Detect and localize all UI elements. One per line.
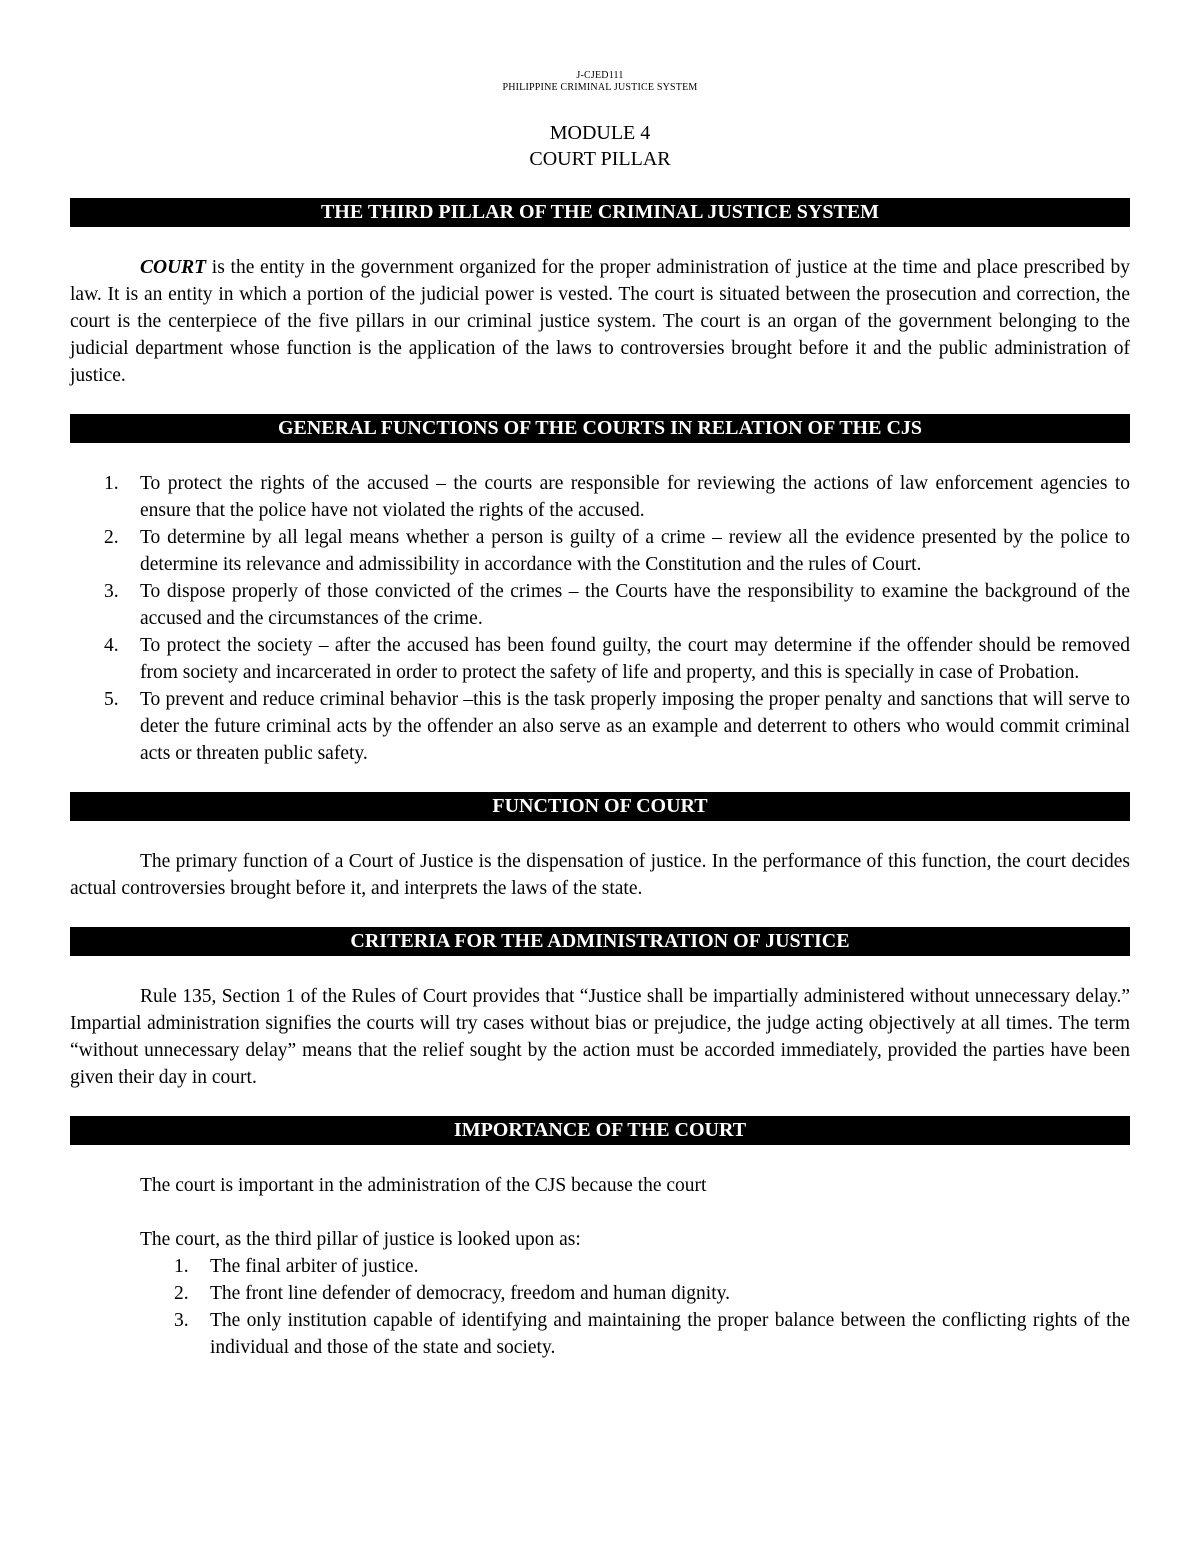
list-item: 3. The only institution capable of identifying and maintaining the proper balance between the conflicting rights of the individual and those of the state and society. xyxy=(174,1310,1130,1358)
importance-list xyxy=(70,1253,1130,1361)
list-item: 3. To dispose properly of those convicted of the crimes – the Courts have the responsibility to examine the background of the accused and the circumstances of the crime. xyxy=(104,581,1130,629)
section-heading-function-of-court: FUNCTION OF COURT xyxy=(70,792,1130,821)
list-item: 5. To prevent and reduce criminal behavior –this is the task properly imposing the proper penalty and sanctions that will serve to deter the future criminal acts by the offender an also serve as an example and deterrent to others who would commit criminal acts or threaten public safety. xyxy=(104,689,1130,764)
court-definition-text: is the entity in the government organized for the proper administration of justice at the time and place prescribed by law. It is an entity in which a portion of the judicial power is vested. The court is situated between the prosecution and correction, the court is the centerpiece of the five pillars in our criminal justice system. The court is an organ of the government belonging to the judicial department whose function is the application of the laws to controversies brought before it and the public administration of justice. xyxy=(70,257,1130,386)
criteria-paragraph: Rule 135, Section 1 of the Rules of Court provides that “Justice shall be impartially administered without unnecessary delay.” Impartial administration signifies the courts will try cases without bias or prejudice, the judge acting objectively at all times. The term “without unnecessary delay” means that the relief sought by the action must be accorded immediately, provided the parties have been given their day in court. xyxy=(70,986,1130,1088)
list-item: 4. To protect the society – after the accused has been found guilty, the court may determine if the offender should be removed from society and incarcerated in order to protect the safety of life and property, and this is specially in case of Probation. xyxy=(104,635,1130,683)
court-term: COURT xyxy=(140,257,207,278)
course-title: PHILIPPINE CRIMINAL JUSTICE SYSTEM xyxy=(502,82,698,93)
list-item: 1. To protect the rights of the accused – the courts are responsible for reviewing the actions of law enforcement agencies to ensure that the police have not violated the rights of the accused. xyxy=(104,473,1130,521)
module-title: COURT PILLAR xyxy=(529,148,671,170)
list-item: 1. The final arbiter of justice. xyxy=(174,1256,419,1277)
importance-intro: The court is important in the administration of the CJS because the court xyxy=(140,1175,707,1196)
section-heading-criteria: CRITERIA FOR THE ADMINISTRATION OF JUSTICE xyxy=(70,927,1130,956)
importance-lead: The court, as the third pillar of justice is looked upon as: xyxy=(140,1229,581,1250)
list-item: 2. To determine by all legal means whether a person is guilty of a crime – review all the evidence presented by the police to determine its relevance and admissibility in accordance with the Constitution and the rules of Court. xyxy=(104,527,1130,575)
module-number: MODULE 4 xyxy=(549,122,651,144)
course-code: J-CJED111 xyxy=(576,70,624,81)
section-heading-third-pillar: THE THIRD PILLAR OF THE CRIMINAL JUSTICE SYSTEM xyxy=(70,198,1130,227)
document-page xyxy=(70,0,1130,1361)
function-of-court-paragraph: The primary function of a Court of Justice is the dispensation of justice. In the performance of this function, the court decides actual controversies brought before it, and interprets the laws of the state. xyxy=(70,851,1130,899)
list-item: 2. The front line defender of democracy, freedom and human dignity. xyxy=(174,1283,730,1304)
section-heading-importance: IMPORTANCE OF THE COURT xyxy=(70,1116,1130,1145)
general-functions-list xyxy=(70,470,1130,767)
court-definition-paragraph xyxy=(70,254,1130,389)
section-heading-general-functions: GENERAL FUNCTIONS OF THE COURTS IN RELATION OF THE CJS xyxy=(70,414,1130,443)
